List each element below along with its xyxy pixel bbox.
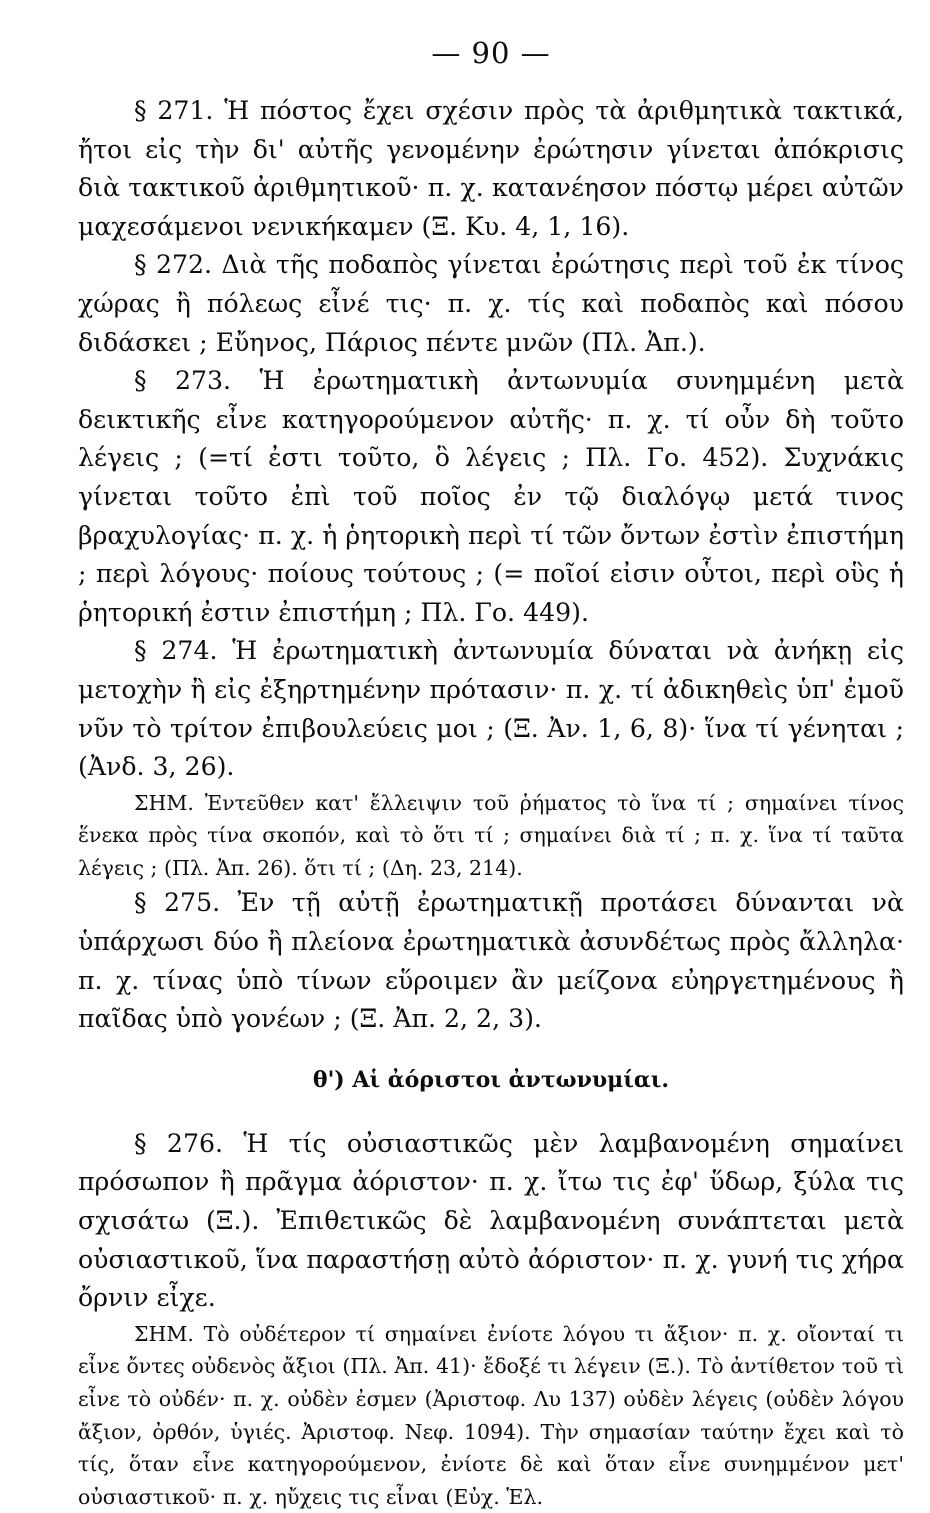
- book-page: [78, 36, 904, 1513]
- paragraph-272: § 272. Διὰ τῆς ποδαπὸς γίνεται ἐρώτησις περὶ τοῦ ἐκ τίνος χώρας ἢ πόλεως εἶνέ τις· π. χ. τίς καὶ ποδαπὸς καὶ πόσου διδάσκει ; Εὔηνος, Πάριος πέντε μνῶν (Πλ. Ἀπ.).: [78, 250, 904, 357]
- paragraph-273: § 273. Ἡ ἐρωτηματικὴ ἀντωνυμία συνημμένη μετὰ δεικτικῆς εἶνε κατηγορούμενον αὐτῆς· π. χ. τί οὖν δὴ τοῦτο λέγεις ; (=τί ἐστι τοῦτο, ὃ λέγεις ; Πλ. Γο. 452). Συχνάκις γίνεται τοῦτο ἐπὶ τοῦ ποῖος ἐν τῷ διαλόγῳ μετά τινος βραχυλογίας· π. χ. ἡ ῥητορικὴ περὶ τί τῶν ὄντων ἐστὶν ἐπιστήμη ; περὶ λόγους· ποίους τούτους ; (= ποῖοί εἰσιν οὗτοι, περὶ οὓς ἡ ῥητορική ἐστιν ἐπιστήμη ; Πλ. Γο. 449).: [78, 366, 904, 627]
- paragraph-274: § 274. Ἡ ἐρωτηματικὴ ἀντωνυμία δύναται νὰ ἀνήκῃ εἰς μετοχὴν ἢ εἰς ἐξηρτημένην πρότασιν· π. χ. τί ἀδικηθεὶς ὑπ' ἐμοῦ νῦν τὸ τρίτον ἐπιβουλεύεις μοι ; (Ξ. Ἀν. 1, 6, 8)· ἵνα τί γένηται ; (Ἀνδ. 3, 26).: [78, 636, 904, 782]
- note-274: ΣΗΜ. Ἐντεῦθεν κατ' ἔλλειψιν τοῦ ῥήματος τὸ ἵνα τί ; σημαίνει τίνος ἕνεκα πρὸς τίνα σκοπόν, καὶ τὸ ὅτι τί ; σημαίνει διὰ τί ; π. χ. ἵνα τί ταῦτα λέγεις ; (Πλ. Ἀπ. 26). ὅτι τί ; (Δη. 23, 214).: [78, 790, 904, 880]
- note-276: ΣΗΜ. Τὸ οὐδέτερον τί σημαίνει ἐνίοτε λόγου τι ἄξιον· π. χ. οἴονταί τι εἶνε ὄντες οὐδενὸς ἄξιοι (Πλ. Ἀπ. 41)· ἔδοξέ τι λέγειν (Ξ.). Τὸ ἀντίθετον τοῦ τὶ εἶνε τὸ οὐδέν· π. χ. οὐδὲν ἐσμεν (Ἀριστοφ. Λυ 137) οὐδὲν λέγεις (οὐδὲν λόγου ἄξιον, ὀρθόν, ὑγιές. Ἀριστοφ. Νεφ. 1094). Τὴν σημασίαν ταύτην ἔχει καὶ τὸ τίς, ὅταν εἶνε κατηγορούμενον, ἐνίοτε δὲ καὶ ὅταν εἶνε συνημμένον μετ' οὐσιαστικοῦ· π. χ. ηὔχεις τις εἶναι (Εὐχ. Ἑλ.: [78, 1321, 904, 1509]
- paragraph-271: § 271. Ἡ πόστος ἔχει σχέσιν πρὸς τὰ ἀριθμητικὰ τακτικά, ἤτοι εἰς τὴν δι' αὐτῆς γενομένην ἐρώτησιν γίνεται ἀπόκρισις διὰ τακτικοῦ ἀριθμητικοῦ· π. χ. κατανέησον πόστῳ μέρει αὐτῶν μαχεσάμενοι νενικήκαμεν (Ξ. Κυ. 4, 1, 16).: [78, 96, 904, 241]
- paragraph-275: § 275. Ἐν τῇ αὐτῇ ἐρωτηματικῇ προτάσει δύνανται νὰ ὑπάρχωσι δύο ἢ πλείονα ἐρωτηματικὰ ἀσυνδέτως πρὸς ἄλληλα· π. χ. τίνας ὑπὸ τίνων εὕροιμεν ἂν μείζονα εὐηργετημένους ἢ παῖδας ὑπὸ γονέων ; (Ξ. Ἀπ. 2, 2, 3).: [78, 888, 904, 1034]
- page-number: — 90 —: [431, 36, 551, 70]
- paragraph-276: § 276. Ἡ τίς οὐσιαστικῶς μὲν λαμβανομένη σημαίνει πρόσωπον ἢ πρᾶγμα ἀόριστον· π. χ. ἴτω τις ἐφ' ὕδωρ, ξύλα τις σχισάτω (Ξ.). Ἐπιθετικῶς δὲ λαμβανομένη συνάπτεται μετὰ οὐσιαστικοῦ, ἵνα παραστήσῃ αὐτὸ ἀόριστον· π. χ. γυνή τις χήρα ὄρνιν εἶχε.: [78, 1128, 904, 1313]
- section-heading: θ') Αἱ ἀόριστοι ἀντωνυμίαι.: [312, 1066, 670, 1093]
